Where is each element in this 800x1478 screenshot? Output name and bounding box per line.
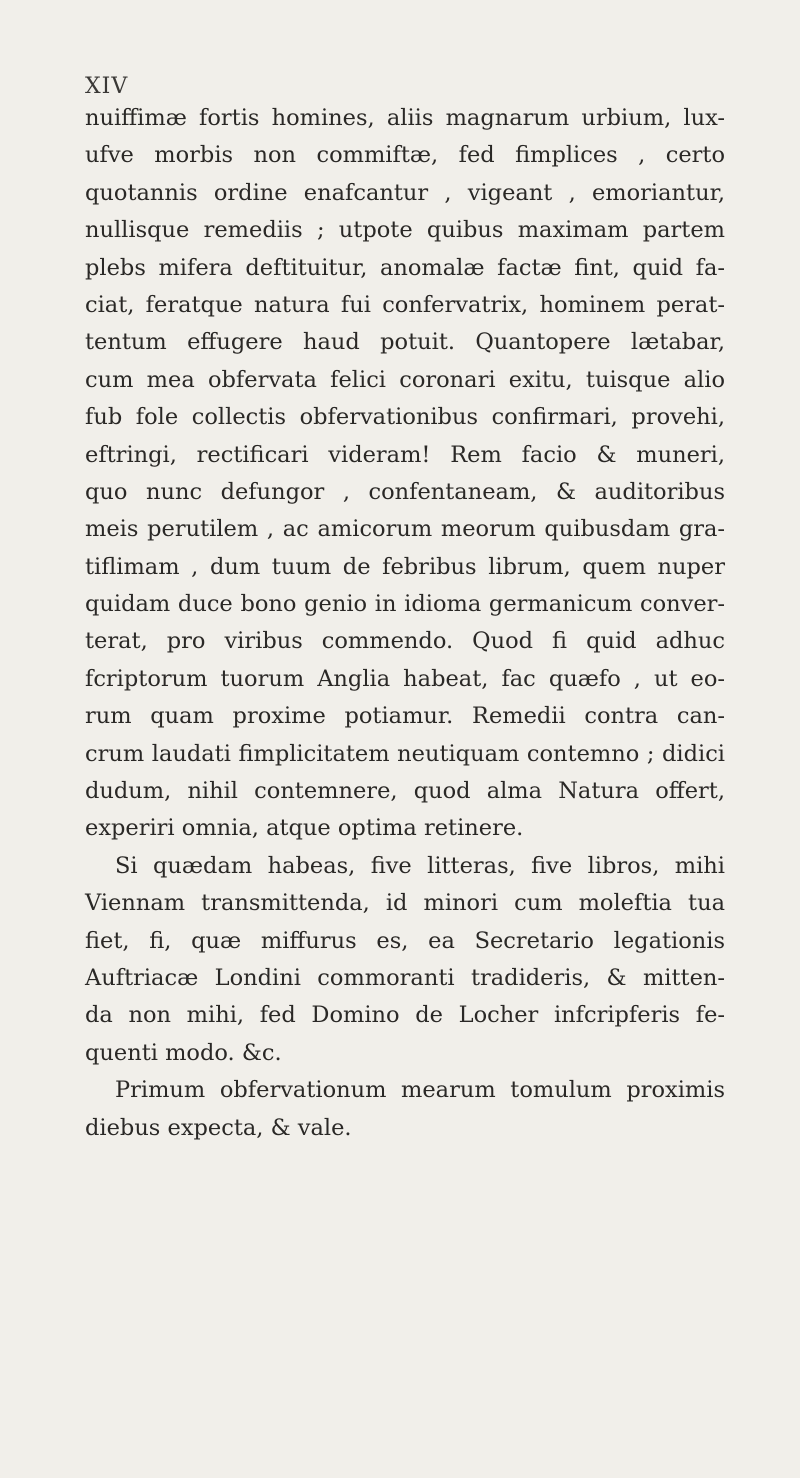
text-line: cum mea obfervata felici coronari exitu, tuisque alio [85,366,725,393]
text-line: diebus expecta, & vale. [85,1114,352,1141]
text-line: terat, pro viribus commendo. Quod fi quid adhuc [85,628,725,655]
text-line: dudum, nihil contemnere, quod alma Natura offert, [85,778,725,805]
text-line: fcriptorum tuorum Anglia habeat, fac quæfo , ut eo- [85,665,725,692]
text-line: nullisque remediis ; utpote quibus maximam partem [85,217,725,244]
text-line: plebs mifera deftituitur, anomalæ factæ fint, quid fa- [85,254,725,281]
text-line: ufve morbis non commiftæ, fed fimplices , certo [85,142,725,169]
page-number: XIV [85,74,129,99]
text-line: Viennam transmittenda, id minori cum moleftia tua [85,890,725,917]
text-line: ciat, feratque natura fui confervatrix, hominem perat- [85,291,725,318]
text-line: tentum effugere haud potuit. Quantopere lætabar, [85,329,725,356]
text-line: meis perutilem , ac amicorum meorum quibusdam gra- [85,516,725,543]
text-line: crum laudati fimplicitatem neutiquam contemno ; didici [85,740,725,767]
text-line: experiri omnia, atque optima retinere. [85,815,524,842]
text-line: rum quam proxime potiamur. Remedii contra can- [85,703,725,730]
text-line: Si quædam habeas, five litteras, five libros, mihi [115,852,725,879]
text-line: Auftriacæ Londini commoranti tradideris, & mitten- [85,964,725,991]
body-text [85,100,725,1147]
text-line: tiflimam , dum tuum de febribus librum, quem nuper [85,553,725,580]
text-line: fub fole collectis obfervationibus confirmari, provehi, [85,404,725,431]
text-line: quidam duce bono genio in idioma germanicum conver- [85,591,725,618]
text-line: Primum obfervationum mearum tomulum proximis [115,1077,725,1104]
text-line: da non mihi, fed Domino de Locher infcripferis fe- [85,1002,725,1029]
text-line: eftringi, rectificari videram! Rem facio & muneri, [85,441,725,468]
text-line: nuiffimæ fortis homines, aliis magnarum urbium, lux- [85,105,725,131]
text-line: quotannis ordine enafcantur , vigeant , emoriantur, [85,179,725,206]
text-line: quenti modo. &c. [85,1039,282,1066]
text-line: fiet, fi, quæ miffurus es, ea Secretario legationis [85,927,725,954]
text-line: quo nunc defungor , confentaneam, & auditoribus [85,478,725,505]
